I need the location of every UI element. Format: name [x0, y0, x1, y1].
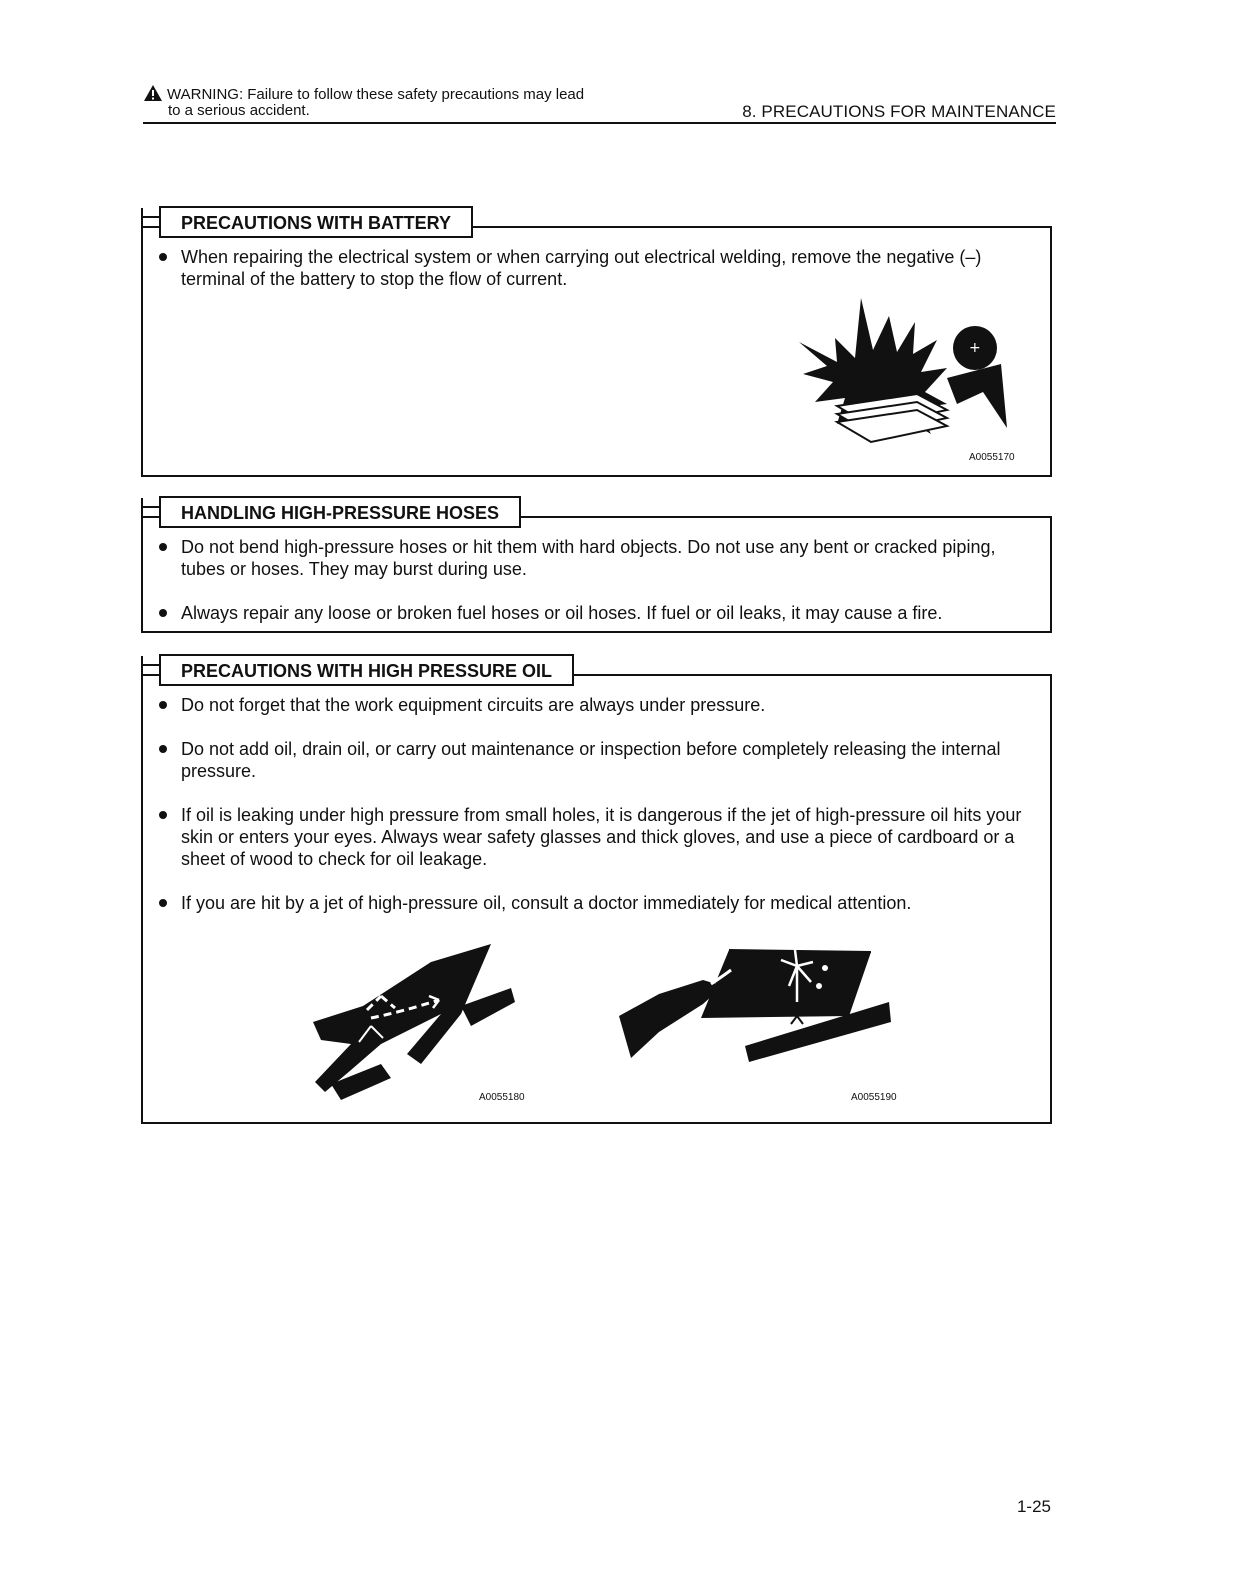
high-pressure-oil-box: [141, 661, 1052, 1124]
hoses-section-title: HANDLING HIGH-PRESSURE HOSES: [159, 496, 521, 528]
warning-notice: [143, 84, 584, 119]
list-item: Do not forget that the work equipment circuits are always under pressure.: [157, 694, 1036, 716]
oil-section-title: PRECAUTIONS WITH HIGH PRESSURE OIL: [159, 654, 574, 686]
hoses-items: [157, 536, 1036, 624]
oil-figure-code-right: A0055190: [851, 1092, 897, 1103]
page-number: 1-25: [1016, 1497, 1051, 1516]
page-header: [143, 84, 1056, 124]
battery-figure-code: A0055170: [969, 452, 1015, 463]
list-item: If you are hit by a jet of high-pressure oil, consult a doctor immediately for medical attention.: [157, 892, 1036, 914]
battery-section-title: PRECAUTIONS WITH BATTERY: [159, 206, 473, 238]
warning-text-line2: to a serious accident.: [168, 102, 310, 119]
list-item: When repairing the electrical system or when carrying out electrical welding, remove the negative (–) terminal of the battery to stop the flow of current.: [157, 246, 1036, 290]
list-item: If oil is leaking under high pressure from small holes, it is dangerous if the jet of high-pressure oil hits your skin or enters your eyes. Always wear safety glasses and thick gloves, and use a piece of cardboard or a sheet of wood to check for oil leakage.: [157, 804, 1036, 870]
oil-jet-hand-figure: [311, 944, 521, 1104]
battery-explosion-figure: [797, 294, 1013, 460]
hoses-box: [141, 503, 1052, 633]
list-item: Do not bend high-pressure hoses or hit them with hard objects. Do not use any bent or cracked piping, tubes or hoses. They may burst during use.: [157, 536, 1036, 580]
battery-precautions-box: [141, 213, 1052, 477]
cardboard-leak-check-figure: [619, 946, 899, 1066]
oil-items: [157, 694, 1036, 936]
warning-triangle-icon: [143, 84, 163, 102]
svg-text:+: +: [969, 340, 981, 356]
warning-text-line1: WARNING: Failure to follow these safety precautions may lead: [167, 86, 585, 103]
list-item: Always repair any loose or broken fuel hoses or oil hoses. If fuel or oil leaks, it may cause a fire.: [157, 602, 1036, 624]
list-item: Do not add oil, drain oil, or carry out maintenance or inspection before completely releasing the internal pressure.: [157, 738, 1036, 782]
section-title: 8. PRECAUTIONS FOR MAINTENANCE: [742, 102, 1056, 121]
oil-figure-code-left: A0055180: [479, 1092, 525, 1103]
